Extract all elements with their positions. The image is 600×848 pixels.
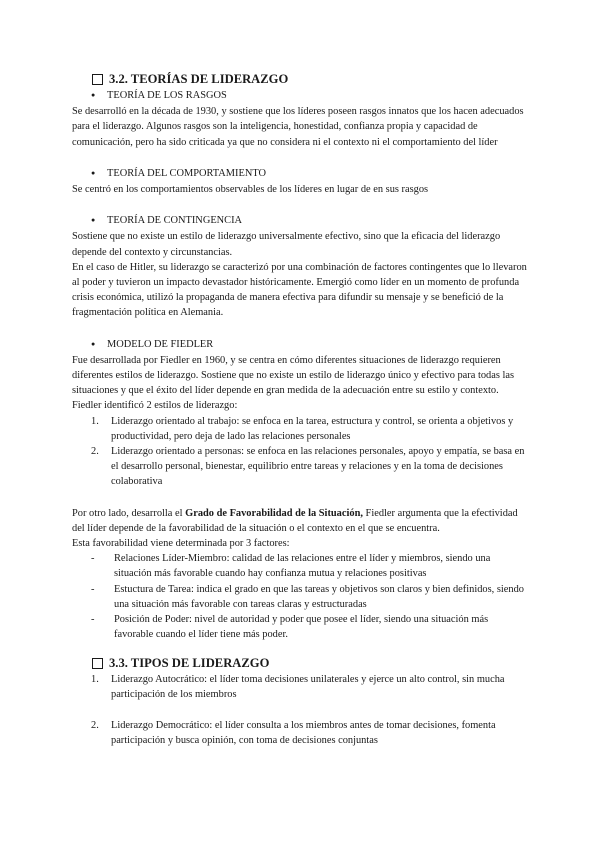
list-number: 2.	[91, 446, 99, 458]
list-item	[72, 672, 528, 702]
paragraph-favorabilidad	[72, 506, 528, 536]
paragraph-comportamiento: Se centró en los comportamientos observables de los líderes en lugar de en sus rasgos	[72, 184, 429, 196]
bullet-icon	[91, 166, 107, 182]
paragraph-contingencia-1: Sostiene que no existe un estilo de liderazgo universalmente efectivo, sino que la eficacia del liderazgo depende del contexto y circunstancias.	[72, 231, 501, 258]
list-item	[72, 551, 528, 581]
types-list-2	[72, 718, 528, 748]
list-dash: -	[91, 553, 95, 565]
list-text: Liderazgo Democrático: el líder consulta a los miembros antes de tomar decisiones, fomenta participación y busca opinión, con toma de decisiones conjuntas	[111, 719, 496, 747]
bullet-icon	[91, 337, 107, 353]
list-item	[72, 718, 528, 748]
list-text: Posición de Poder: nivel de autoridad y poder que posee el líder, siendo una situación más favorable cuando el líder tiene más poder.	[114, 614, 489, 641]
list-text: Liderazgo orientado a personas: se enfoca en las relaciones personales, apoyo y empatía, se basa en el desarrollo personal, bienestar, equilibrio entre tareas y relaciones y en la toma de decisiones colaborativa	[111, 446, 525, 488]
factors-list	[72, 551, 528, 642]
text-run: Fiedler argumenta que la efectividad del líder depende de la favorabilidad de la situación o el contexto en el que se encuentra.	[72, 507, 518, 534]
list-text: Liderazgo orientado al trabajo: se enfoca en la tarea, estructura y control, se orienta a objetivos y productividad, pero deja de lado las relaciones personales	[111, 415, 514, 442]
document-page	[72, 71, 528, 748]
bullet-icon	[91, 88, 107, 104]
text-run: Por otro lado, desarrolla el	[72, 507, 186, 519]
paragraph-fiedler-2: Fiedler identificó 2 estilos de liderazgo:	[72, 400, 238, 412]
heading-text: TEORÍA DE LOS RASGOS	[107, 90, 227, 101]
heading-fiedler	[91, 337, 528, 353]
styles-list	[72, 414, 528, 490]
list-text: Relaciones Líder-Miembro: calidad de las relaciones entre el líder y miembros, siendo una situación más favorable cuando hay confianza mutua y relaciones positivas	[114, 553, 491, 580]
heading-text: TEORÍA DEL COMPORTAMIENTO	[107, 167, 267, 179]
list-dash: -	[91, 583, 95, 595]
list-item	[72, 444, 528, 490]
types-list	[72, 672, 528, 702]
heading-contingencia	[91, 213, 528, 229]
heading-comportamiento	[91, 166, 528, 182]
list-item	[72, 414, 528, 444]
list-item	[72, 582, 528, 612]
heading-rasgos	[91, 88, 528, 104]
list-number: 1.	[91, 415, 99, 427]
paragraph-fiedler-1: Fue desarrollada por Fiedler en 1960, y se centra en cómo diferentes situaciones de liderazgo requieren diferentes estilos de liderazgo. Sostiene que no existe un estilo de liderazgo único y efectivo para todas las situaciones y que el éxito del líder depende en gran medida de la adecuación entre su estilo y contexto.	[72, 354, 515, 397]
list-text: Estuctura de Tarea: indica el grado en que las tareas y objetivos son claros y bien definidos, siendo una situación más favorable con tareas claras y estructuradas	[114, 583, 524, 610]
checkbox-icon	[92, 74, 103, 85]
list-dash: -	[91, 614, 95, 626]
section-title-tipos	[92, 655, 528, 672]
section-title-text: 3.2. TEORÍAS DE LIDERAZGO	[109, 72, 289, 86]
heading-text: MODELO DE FIEDLER	[107, 338, 214, 350]
list-text: Liderazgo Autocrático: el líder toma decisiones unilaterales y ejerce un alto control, sin mucha participación de los miembros	[111, 673, 505, 700]
bold-term: Grado de Favorabilidad de la Situación,	[185, 507, 363, 519]
list-number: 1.	[91, 673, 99, 685]
checkbox-icon	[92, 658, 103, 669]
list-number: 2.	[91, 719, 99, 731]
bullet-icon	[91, 213, 107, 229]
list-item	[72, 612, 528, 642]
paragraph-contingencia-2: En el caso de Hitler, su liderazgo se caracterizó por una combinación de factores contingentes que lo llevaron al poder y tuvieron un impacto devastador históricamente. Emergió como líder en un momento de profunda crisis económica, utilizó la propaganda de manera efectiva para difundir su mensaje y se benefició de la fragmentación política en Alemania.	[72, 261, 527, 319]
section-title-text: 3.3. TIPOS DE LIDERAZGO	[109, 655, 270, 670]
heading-text: TEORÍA DE CONTINGENCIA	[107, 215, 243, 227]
section-title-teorias	[92, 71, 528, 88]
paragraph-rasgos: Se desarrolló en la década de 1930, y sostiene que los líderes poseen rasgos innatos que los hacen adecuados para el liderazgo. Algunos rasgos son la inteligencia, honestidad, confianza propia y capacidad de comunicación, pero ha sido criticada ya que no considera ni el contexto ni el comportamiento del líder	[72, 106, 524, 148]
paragraph-fiedler-3: Esta favorabilidad viene determinada por 3 factores:	[72, 538, 290, 550]
